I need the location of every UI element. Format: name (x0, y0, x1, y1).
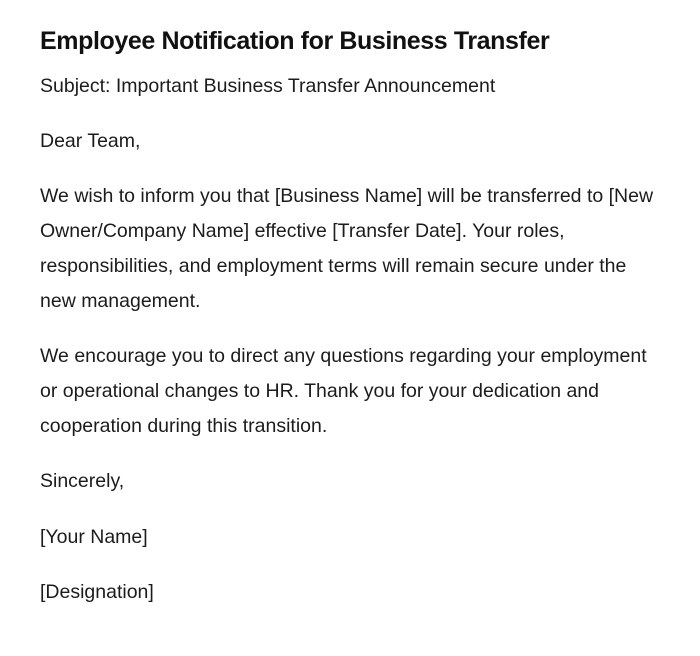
greeting: Dear Team, (40, 130, 141, 152)
subject-line: Subject: Important Business Transfer Announcement (40, 75, 496, 97)
letter-document (40, 24, 660, 610)
body-paragraph-2: We encourage you to direct any questions regarding your employment or operational changes to HR. Thank you for your dedication and cooperation during this transition. (40, 345, 647, 437)
signature-designation: [Designation] (40, 581, 154, 603)
signature-name: [Your Name] (40, 526, 148, 548)
body-paragraph-1: We wish to inform you that [Business Name] will be transferred to [New Owner/Company Name] effective [Transfer Date]. Your roles, responsibilities, and employment terms will remain secure under the new management. (40, 185, 654, 312)
document-title: Employee Notification for Business Transfer (40, 27, 550, 55)
closing: Sincerely, (40, 470, 125, 492)
